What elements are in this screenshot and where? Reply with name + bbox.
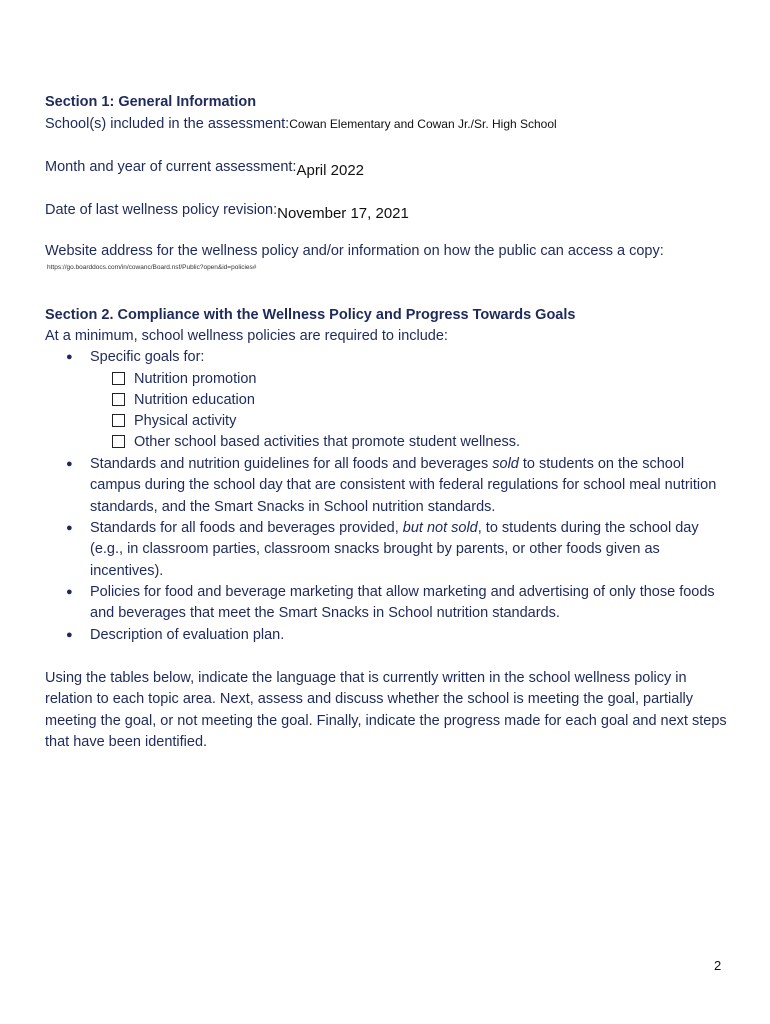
bullet-text-emphasis: but not sold [402,520,478,536]
bullet-text: Specific goals for: [90,349,205,365]
bullet-text [90,518,730,582]
checkbox-icon [112,372,125,385]
schools-row [45,116,557,132]
section-2-intro: At a minimum, school wellness policies are required to include: [45,328,448,344]
bullet-text: Policies for food and beverage marketing that allow marketing and advertising of only those foods and beverages that meet the Smart Snacks in School nutrition standards. [90,584,715,622]
checkbox-icon [112,435,125,448]
schools-label: School(s) included in the assessment: [45,116,290,132]
month-label: Month and year of current assessment: [45,159,297,175]
revision-date-row [45,201,409,222]
bullet-icon: ● [66,586,73,598]
goal-label: Physical activity [134,413,237,429]
bullet-text-emphasis: sold [492,456,519,472]
instructions-paragraph: Using the tables below, indicate the language that is currently written in the school wellness policy in relation to each topic area. Next, assess and discuss whether the school is meeting the goal, partially meeting the goal, or not meeting the goal. Finally, indicate the progress made for each goal and next steps that have been identified. [45,670,727,750]
bullet-icon: ● [66,458,73,470]
revision-label: Date of last wellness policy revision: [45,202,278,218]
bullet-text-part: to students on the school campus during the school day that are consistent with federal regulations for school meal nutrition standards, and the Smart Snacks in School nutrition standards. [90,456,717,515]
goal-item [112,390,255,411]
goal-item [112,411,236,432]
revision-value: November 17, 2021 [277,205,409,222]
assessment-date-row [45,158,365,179]
bullet-text [90,454,730,518]
bullet-text-part: Standards for all foods and beverages provided, [90,520,403,536]
website-label: Website address for the wellness policy and/or information on how the public can access a copy: [45,243,664,259]
bullet-icon: ● [66,522,73,534]
month-value: April 2022 [296,162,365,179]
bullet-icon: ● [66,629,73,641]
goal-label: Nutrition promotion [134,371,257,387]
goal-label: Other school based activities that promote student wellness. [134,434,521,450]
section-2-heading: Section 2. Compliance with the Wellness Policy and Progress Towards Goals [45,307,576,323]
goal-item [112,369,257,390]
checkbox-icon [112,393,125,406]
checkbox-icon [112,414,125,427]
website-url: https://go.boarddocs.com/in/cowanc/Board.nsf/Public?open&id=policies# [47,264,257,271]
goal-label: Nutrition education [134,392,255,408]
section-1-heading: Section 1: General Information [45,94,257,110]
goal-item [112,432,520,453]
bullet-icon: ● [66,351,73,363]
bullet-text: Description of evaluation plan. [90,627,285,643]
page-number: 2 [714,958,722,973]
bullet-text-part: Standards and nutrition guidelines for all foods and beverages [90,456,493,472]
bullet-text-part: , to students during the school day (e.g., in classroom parties, classroom snacks brought by parents, or other foods given as incentives). [90,520,699,579]
schools-value: Cowan Elementary and Cowan Jr./Sr. High School [289,117,557,131]
